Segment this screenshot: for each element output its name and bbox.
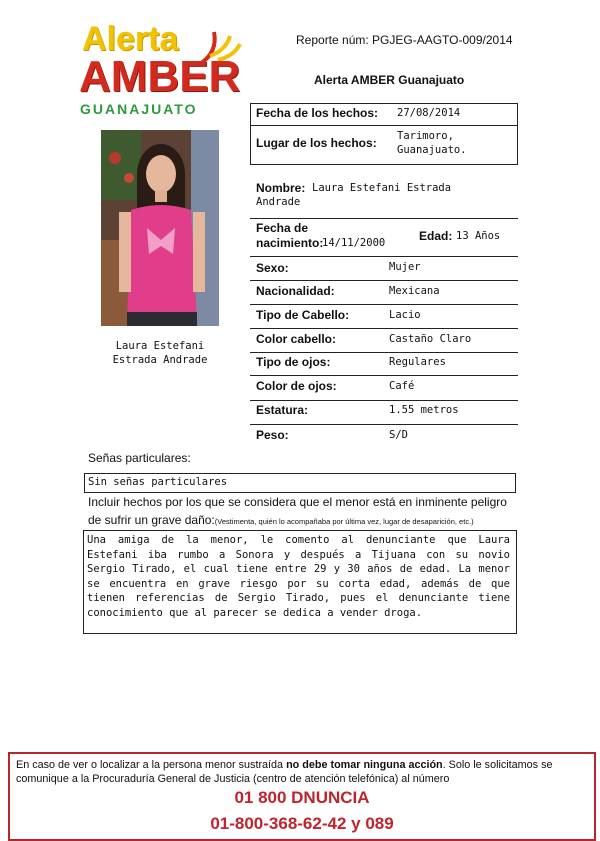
divider [250, 280, 518, 281]
footer-instructions [16, 758, 588, 786]
missing-person-photo [101, 130, 219, 326]
divider [250, 218, 518, 219]
name-value-line1: Laura Estefani Estrada [312, 182, 452, 194]
logo-amber-text: AMBER [79, 52, 241, 101]
weight-label: Peso: [256, 428, 289, 442]
narrative-text: Una amiga de la menor, le comento al denunciante que Laura Estefani iba rumbo a Sonora y después a Tijuana con su novio Sergio Tirado, el cual tiene entre 29 y 30 años de edad. La menor se encuentra en grave riesgo por su corta edad, además de que tienen referencias de Sergio Tirado, pues el denunciante tiene conocimiento que al parecer se dedica a vender droga. [87, 534, 510, 619]
age-label: Edad: [419, 229, 453, 243]
footer-text-part2: . Solo le solicitamos se comunique a la Procuraduría General de Justicia (centro de atención telefónica) al número [16, 759, 553, 785]
eye-type-value: Regulares [389, 356, 446, 368]
weight-value: S/D [389, 429, 408, 441]
hotline-name: 01 800 DNUNCIA [234, 788, 370, 807]
nationality-label: Nacionalidad: [256, 284, 335, 298]
height-label: Estatura: [256, 403, 309, 417]
divider [250, 352, 518, 353]
divider [250, 125, 518, 126]
birth-label-line1: Fecha de [256, 221, 309, 235]
eye-color-value: Café [389, 380, 415, 392]
footer-contact-box [8, 752, 596, 841]
sex-value: Mujer [389, 261, 421, 273]
incident-place-value-line1: Tarimoro, [397, 130, 454, 142]
incident-date-value: 27/08/2014 [397, 107, 461, 119]
incident-place-value-line2: Guanajuato. [397, 144, 467, 156]
photo-caption-line2: Estrada Andrade [112, 354, 208, 366]
height-value: 1.55 metros [389, 404, 459, 416]
marks-value: Sin señas particulares [88, 476, 228, 488]
footer-text-bold: no debe tomar ninguna acción [286, 759, 443, 771]
birth-label-line2: nacimiento: [256, 236, 324, 250]
hair-color-label: Color cabello: [256, 332, 337, 346]
photo-caption-line1: Laura Estefani [115, 340, 205, 352]
hair-type-value: Lacio [389, 309, 421, 321]
divider [250, 375, 518, 376]
divider [250, 304, 518, 305]
alert-title: Alerta AMBER Guanajuato [314, 73, 465, 87]
logo-alerta-text: Alerta [82, 20, 179, 58]
divider [250, 424, 518, 425]
sex-label: Sexo: [256, 261, 289, 275]
birth-value: 14/11/2000 [322, 237, 386, 249]
eye-color-label: Color de ojos: [256, 379, 337, 393]
hair-color-value: Castaño Claro [389, 333, 472, 345]
name-label: Nombre: [256, 181, 306, 195]
eye-type-label: Tipo de ojos: [256, 355, 331, 369]
divider [250, 256, 518, 257]
nationality-value: Mexicana [389, 285, 440, 297]
name-value-line2: Andrade [256, 196, 301, 208]
divider [250, 328, 518, 329]
footer-text-part1: En caso de ver o localizar a la persona menor sustraída [16, 759, 287, 771]
facts-intro-note: (Vestimenta, quién lo acompañaba por última vez, lugar de desaparición, etc.) [214, 517, 474, 526]
hair-type-label: Tipo de Cabello: [256, 308, 350, 322]
logo-guanajuato-text: GUANAJUATO [80, 101, 198, 117]
report-number: Reporte núm: PGJEG-AAGTO-009/2014 [296, 33, 513, 47]
facts-intro-text: de sufrir un grave daño: [88, 513, 215, 527]
age-value: 13 Años [456, 230, 501, 242]
facts-intro-line2 [88, 511, 474, 529]
hotline-numbers: 01-800-368-62-42 y 089 [210, 814, 394, 833]
facts-intro-line1: Incluir hechos por los que se considera que el menor está en inminente peligro [88, 495, 507, 509]
incident-place-label: Lugar de los hechos: [256, 136, 377, 150]
incident-date-label: Fecha de los hechos: [256, 106, 379, 120]
divider [250, 400, 518, 401]
marks-label: Señas particulares: [88, 451, 191, 465]
